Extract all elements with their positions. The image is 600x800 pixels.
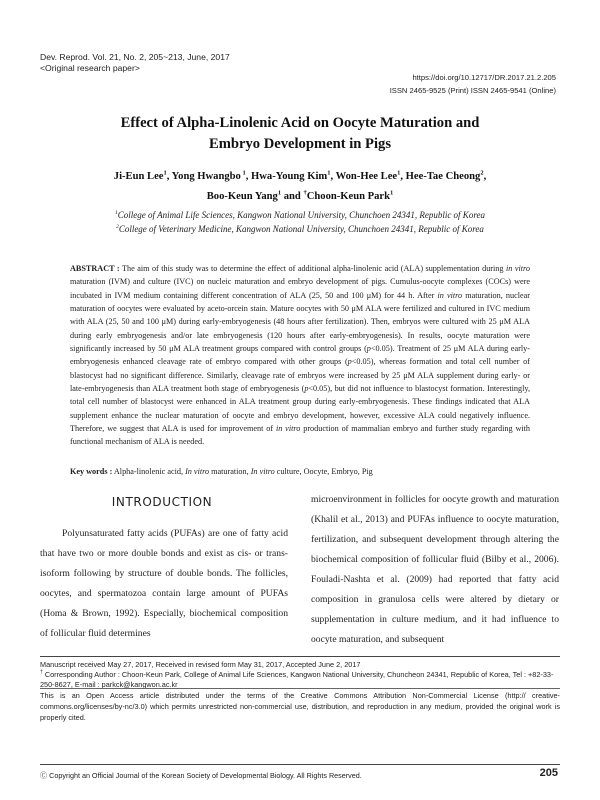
abstract-italic: p	[366, 344, 371, 354]
paper-type: <Original research paper>	[40, 63, 140, 73]
keywords-italic: In vitro	[250, 467, 275, 476]
abstract-italic: in vitro	[275, 424, 301, 434]
license-divider	[40, 688, 560, 689]
copyright-notice: Ⓒ Copyright an Official Journal of the Korean Society of Developmental Biology. All Rights Reserved.	[40, 771, 362, 780]
keywords-italic: In vitro	[185, 467, 210, 476]
author-sup: 1	[240, 169, 246, 177]
corresponding-mark: †	[40, 669, 43, 676]
license-text: This is an Open Access article distributed under the terms of the Creative Commons Attribution Non-Commercial License (http:// creative-commons.org/licenses/by-nc/3.0) which permits unrestricted non-commercial use, distribution, and reproduction in any medium, provided the original work is properly cited.	[40, 691, 560, 722]
intro-left-column: Polyunsaturated fatty acids (PUFAs) are one of fatty acid that have two or more double bonds and exist as cis- or trans-isoform following by structure of double bonds. The follicles, oocytes, and spermatozoa contain large amount of PUFAs (Homa & Brown, 1992). Especially, biochemical composition of follicular fluid determines	[40, 528, 288, 639]
author-sup: 1	[390, 189, 394, 197]
journal-citation: Dev. Reprod. Vol. 21, No. 2, 205~213, June, 2017	[40, 52, 230, 62]
manuscript-dates: Manuscript received May 27, 2017, Received in revised form May 31, 2017, Accepted June 2, 2017	[40, 660, 361, 669]
author-sup: 1	[277, 189, 282, 197]
abstract-text: <0.05). Treatment of 25 μM ALA during early-embryogenesis enhanced cleavage rate of embryo compared with other groups (	[70, 344, 530, 367]
page-number: 205	[539, 767, 558, 779]
doi-link[interactable]: https://doi.org/10.12717/DR.2017.21.2.205	[412, 73, 556, 82]
title-line-2: Embryo Development in Pigs	[208, 136, 391, 152]
abstract-text: <0.05), whereas formation and total cell number of blastocyst had no significant difference. Similarly, cleavage rate of embryos were increased by 25 μM ALA supplement during early- or late-embryogenesis than ALA treatment both stage of embryogenesis (	[70, 357, 530, 394]
author-list: Ji-Eun Lee$^1$, Yong Hwangbo $^1$, Hwa-Young Kim$^1$, Won-Hee Lee$^1$, Hee-Tae Cheong$^2$, Boo-Keun Yang$^1$ and †Choon-Keun Park$^1$	[113, 169, 487, 202]
affiliation-2	[40, 224, 560, 234]
keywords	[70, 466, 530, 478]
title-line-1: Effect of Alpha-Linolenic Acid on Oocyte Maturation and	[120, 115, 480, 131]
keywords-text: Alpha-linolenic acid,	[112, 467, 186, 476]
abstract-italic: in vitro	[505, 264, 530, 273]
corresponding-mark: †	[303, 189, 307, 197]
abstract-italic: in vitro	[437, 290, 463, 300]
abstract-text: <0.05), but did not influence to blastocyst formation. Interestingly, total cell number of blastocyst were enhanced in ALA treatment group during early-embryogenesis. These findings indicated that ALA supplement enhance the nuclear maturation of oocyte and embryo development, however, excessive ALA could negatively influence. Therefore, we suggest that ALA is used for improvement of	[70, 384, 530, 434]
abstract-text: The aim of this study was to determine the effect of additional alpha-linolenic acid (ALA) supplementation during	[119, 264, 506, 273]
author-name: Hee-Tae Cheong	[405, 171, 481, 182]
abstract-text: maturation, nuclear maturation of oocytes were evaluated by aceto-orcein stain. Mature oocytes with 50 μM ALA were fertilized and cultured in IVC medium with ALA (25, 50 and 100 μM) during early-embryogenesis (48 hours after fertilization). Then, embryos were cultured with 25 μM ALA during early embryogenesis and/or late embryogenesis (120 hours after early-embryogenesis). In results, oocyte maturation were significantly increased by 50 μM ALA treatment groups compared with control groups (	[70, 290, 531, 354]
keywords-label: Key words :	[70, 467, 113, 476]
author-name: Choon-Keun Park	[306, 191, 391, 202]
author-name: Ji-Eun Lee	[113, 171, 164, 182]
corresponding-text: Corresponding Author : Choon-Keun Park, College of Animal Life Sciences, Kangwon National University, Chuncheon 24341, Republic of Korea, Tel : +82-33-250-8627, E-mail : parkck@kangwon.ac.kr	[40, 670, 554, 689]
affiliation-text: College of Animal Life Sciences, Kangwon National University, Chunchoen 24341, Republic of Korea	[117, 210, 485, 220]
abstract-text: maturation (IVM) and culture (IVC) on nucleic maturation and embryo development of pigs. Cumulus-oocyte complexes (COCs) were incubated in IVM medium containing different concentration of ALA (25, 50 and 100 μM) for 44 h. After	[70, 277, 530, 300]
footnote-divider	[40, 656, 560, 657]
abstract	[70, 262, 530, 449]
footer-divider	[40, 764, 560, 765]
author-name: Hwa-Young Kim	[251, 171, 328, 182]
abstract-italic: p	[347, 357, 352, 367]
paper-title	[40, 113, 560, 155]
corresponding-author	[40, 670, 560, 690]
keywords-text: maturation,	[209, 467, 251, 476]
author-sup: 1	[327, 169, 331, 177]
abstract-italic: p	[304, 384, 309, 394]
abstract-label: ABSTRACT :	[70, 264, 120, 273]
affiliation-text: College of Veterinary Medicine, Kangwon National University, Chunchoen 24341, Republic of Korea	[118, 224, 484, 234]
author-name: Yong Hwangbo	[171, 171, 241, 182]
issn-line: ISSN 2465-9525 (Print) ISSN 2465-9541 (Online)	[389, 86, 556, 95]
intro-right-column: microenvironment in follicles for oocyte growth and maturation (Khalil et al., 2013) and PUFAs influence to oocyte maturation, fertilization, and subsequent development through altering the biochemical composition of follicular fluid (Bilby et al., 2006). Fouladi-Nashta et al. (2009) had reported that fatty acid composition in granulosa cells were altered by dietary or supplementation in culture medium, and it had influence to oocyte maturation, and subsequent	[311, 494, 559, 645]
author-name: Won-Hee Lee	[335, 171, 398, 182]
section-heading-introduction: INTRODUCTION	[111, 495, 213, 509]
keywords-text: culture, Oocyte, Embryo, Pig	[274, 467, 373, 476]
author-sup: 1	[397, 169, 401, 177]
author-sup: 1	[163, 169, 167, 177]
affiliation-sup: 1	[115, 210, 118, 216]
abstract-text: production of mammalian embryo and further study regarding with functional mechanism of ALA is needed.	[70, 424, 531, 447]
author-name: Boo-Keun Yang	[206, 191, 278, 202]
affiliation-sup: 2	[116, 224, 119, 230]
author-sup: 2	[480, 169, 484, 177]
affiliation-1	[40, 210, 560, 220]
